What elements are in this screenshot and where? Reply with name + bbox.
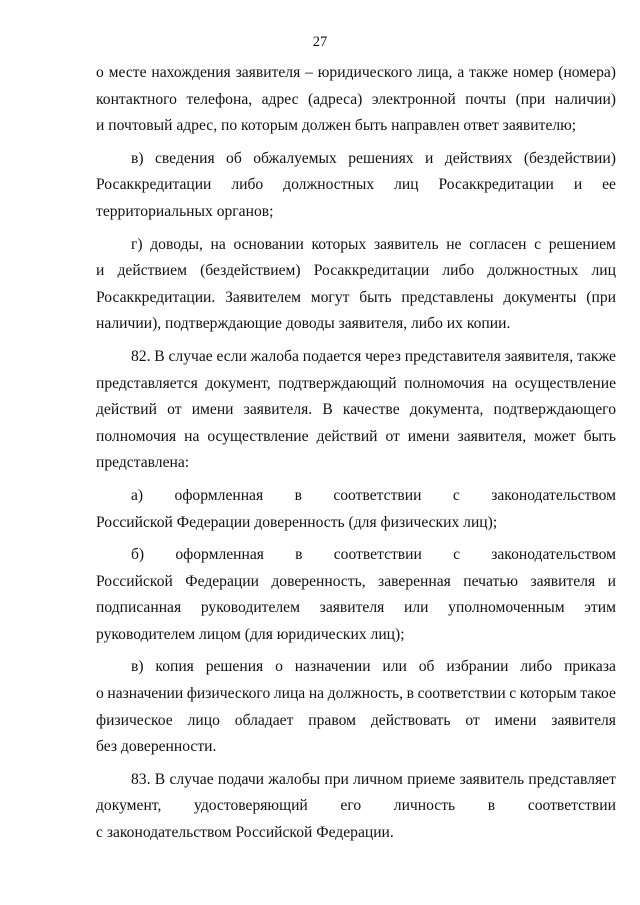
word: должностных: [283, 176, 375, 194]
text-line: территориальных органов;: [96, 202, 274, 220]
word: соответствии: [527, 797, 616, 815]
word: заявителя,: [504, 347, 574, 365]
word: его: [340, 797, 362, 815]
word: от: [167, 401, 182, 419]
word: решениях: [348, 149, 414, 167]
word: почты: [465, 90, 507, 108]
word: приказа: [564, 658, 616, 676]
text-line: Российской Федерации доверенность (для физических лиц);: [96, 513, 498, 531]
text-line: с законодательством Российской Федерации.: [96, 824, 394, 842]
word: ее: [602, 176, 616, 194]
word: Федерации: [185, 572, 259, 590]
text-line: [96, 483, 616, 510]
text-line: [96, 87, 616, 114]
text-line: представлена:: [96, 454, 190, 472]
word: заявителя,: [457, 427, 527, 445]
word: о: [275, 658, 283, 676]
word: имени: [407, 427, 450, 445]
word: с: [534, 235, 542, 253]
word: основании: [233, 235, 304, 253]
word: правом: [308, 711, 356, 729]
word: в: [295, 546, 303, 564]
word: 82.: [131, 347, 151, 365]
word: документа,: [409, 401, 484, 419]
word: которым: [519, 685, 577, 703]
word: электронной: [371, 90, 456, 108]
word: действием: [117, 262, 187, 280]
text-line: [96, 232, 616, 259]
word: либо: [442, 262, 475, 280]
word: имени: [494, 711, 537, 729]
text-line: [96, 344, 616, 371]
word: с: [452, 486, 460, 504]
page-number: 27: [312, 34, 328, 50]
word: осуществление: [207, 427, 309, 445]
word: если: [216, 347, 247, 365]
word: подписанная: [96, 599, 182, 617]
word: сведения: [154, 149, 215, 167]
paragraph: [96, 60, 616, 140]
text-line: [96, 542, 616, 569]
word: Росаккредитации: [96, 176, 212, 194]
text-line: [96, 397, 616, 424]
word: (адреса): [307, 90, 363, 108]
word: жалобы: [268, 770, 321, 788]
word: Росаккредитации: [438, 176, 554, 194]
paragraph: [96, 232, 616, 338]
word: законодательством: [491, 546, 616, 564]
word: лиц: [591, 262, 616, 280]
word: лицо: [187, 711, 220, 729]
word: с: [453, 546, 460, 564]
word: месте: [108, 64, 147, 81]
word: представителя: [404, 347, 501, 365]
word: заявитель: [459, 770, 525, 788]
word: В: [154, 770, 166, 788]
word: 83.: [131, 770, 151, 788]
text-line: [96, 424, 616, 451]
word: оформленная: [175, 546, 264, 564]
word: представляет: [528, 770, 616, 788]
word: а): [131, 486, 144, 504]
paragraph: [96, 146, 616, 226]
word: обжалуемых: [253, 149, 337, 167]
word: случае: [168, 347, 213, 365]
text-line: наличии), подтверждающие доводы заявителя, либо их копии.: [96, 315, 511, 333]
word: и: [96, 262, 105, 280]
word: может: [534, 427, 576, 445]
word: Росаккредитации: [313, 262, 430, 280]
word: руководителем: [200, 599, 300, 617]
text-line: [96, 60, 616, 87]
word: или: [382, 658, 407, 676]
word: заявитель: [373, 235, 439, 253]
word: заявителя.: [243, 401, 313, 419]
word: полномочия: [96, 427, 177, 445]
word: юридического: [317, 64, 413, 81]
word: действовать: [370, 711, 451, 729]
word: (при: [586, 288, 616, 306]
word: лица: [273, 685, 306, 703]
paragraph: [96, 767, 616, 847]
word: о: [96, 64, 104, 81]
text-line: руководителем лицом (для юридических лиц);: [96, 625, 405, 643]
word: В: [154, 347, 165, 365]
word: через: [365, 347, 401, 365]
word: обладает: [234, 711, 294, 729]
word: Российской: [96, 572, 173, 590]
word: Заявителем: [225, 288, 301, 306]
word: законодательством: [491, 486, 616, 504]
word: полномочия: [404, 374, 485, 392]
word: качестве: [342, 401, 400, 419]
word: личном: [353, 770, 403, 788]
word: на: [308, 685, 325, 703]
word: лиц: [394, 176, 419, 194]
paragraph: [96, 483, 616, 536]
word: могут: [310, 288, 350, 306]
word: в): [131, 149, 144, 167]
word: и: [424, 149, 434, 167]
word: и: [573, 176, 583, 194]
word: об: [418, 658, 435, 676]
text-line: [96, 285, 616, 312]
document-body: [96, 60, 616, 847]
word: заявителя: [235, 64, 301, 81]
text-line: [96, 767, 616, 794]
word: нахождения: [151, 64, 231, 81]
text-line: [96, 172, 616, 199]
word: или: [403, 599, 429, 617]
word: назначении: [107, 685, 184, 703]
word: (номера): [558, 64, 616, 81]
word: действий: [96, 401, 157, 419]
word: этим: [584, 599, 616, 617]
word: подается: [302, 347, 362, 365]
word: заявителя: [530, 572, 596, 590]
word: копия: [155, 658, 194, 676]
word: в: [294, 486, 302, 504]
word: быть: [583, 427, 616, 445]
word: доводы,: [150, 235, 203, 253]
word: также: [469, 64, 509, 81]
word: (бездействии): [523, 149, 616, 167]
text-line: [96, 708, 616, 735]
word: оформленная: [174, 486, 264, 504]
word: документы: [503, 288, 577, 306]
word: в): [131, 658, 144, 676]
word: с: [509, 685, 517, 703]
word: В: [322, 401, 333, 419]
word: адрес: [261, 90, 299, 108]
word: решения: [205, 658, 264, 676]
word: печатью: [463, 572, 519, 590]
text-line: [96, 793, 616, 820]
word: имени: [191, 401, 234, 419]
word: действиях: [444, 149, 513, 167]
word: личность: [393, 797, 456, 815]
word: должностных: [487, 262, 579, 280]
word: б): [131, 546, 145, 564]
word: соответствии: [333, 546, 422, 564]
word: случае: [169, 770, 214, 788]
word: соответствии: [333, 486, 422, 504]
word: представлены: [401, 288, 494, 306]
word: представляется: [96, 374, 198, 392]
word: заявителя: [551, 711, 616, 729]
paragraph: [96, 542, 616, 648]
word: избрании: [446, 658, 509, 676]
word: на: [491, 374, 508, 392]
word: (при: [515, 90, 546, 108]
word: заверенная: [378, 572, 451, 590]
word: уполномоченным: [448, 599, 565, 617]
word: либо: [520, 658, 553, 676]
word: быть: [359, 288, 392, 306]
word: и: [607, 572, 616, 590]
word: телефона,: [186, 90, 253, 108]
word: Росаккредитации.: [96, 288, 216, 306]
word: которых: [311, 235, 367, 253]
word: жалоба: [250, 347, 299, 365]
word: –: [305, 64, 313, 81]
word: также: [576, 347, 616, 365]
text-line: [96, 595, 616, 622]
word: подтверждающего: [493, 401, 616, 419]
word: контактного: [96, 90, 177, 108]
word: в: [406, 685, 414, 703]
word: назначении: [294, 658, 371, 676]
word: соответствии: [417, 685, 506, 703]
word: подтверждающий: [278, 374, 397, 392]
word: подачи: [217, 770, 265, 788]
word: о: [96, 685, 104, 703]
text-line: [96, 681, 616, 708]
text-line: [96, 371, 616, 398]
word: г): [131, 235, 143, 253]
word: согласен: [469, 235, 527, 253]
text-line: [96, 146, 616, 173]
word: в: [487, 797, 496, 815]
text-line: без доверенности.: [96, 738, 217, 756]
word: физическое: [96, 711, 173, 729]
text-line: и почтовый адрес, по которым должен быть направлен ответ заявителю;: [96, 117, 577, 135]
word: документ,: [205, 374, 271, 392]
word: наличии): [554, 90, 616, 108]
word: (бездействием): [200, 262, 301, 280]
word: доверенность,: [271, 572, 366, 590]
word: осуществление: [514, 374, 616, 392]
word: лица,: [417, 64, 453, 81]
text-line: [96, 654, 616, 681]
word: а: [457, 64, 465, 81]
word: на: [210, 235, 226, 253]
word: от: [385, 427, 400, 445]
word: действий: [316, 427, 378, 445]
word: об: [226, 149, 242, 167]
text-line: [96, 569, 616, 596]
word: удостоверяющий: [194, 797, 308, 815]
word: либо: [231, 176, 264, 194]
word: от: [465, 711, 480, 729]
word: при: [324, 770, 349, 788]
word: должность,: [327, 685, 404, 703]
text-line: [96, 258, 616, 285]
word: такое: [580, 685, 616, 703]
word: документ,: [96, 797, 162, 815]
word: приеме: [407, 770, 456, 788]
paragraph: [96, 344, 616, 477]
word: заявителя: [319, 599, 385, 617]
word: не: [446, 235, 462, 253]
word: номер: [512, 64, 554, 81]
word: физического: [186, 685, 271, 703]
paragraph: [96, 654, 616, 760]
word: на: [184, 427, 200, 445]
word: решением: [548, 235, 616, 253]
